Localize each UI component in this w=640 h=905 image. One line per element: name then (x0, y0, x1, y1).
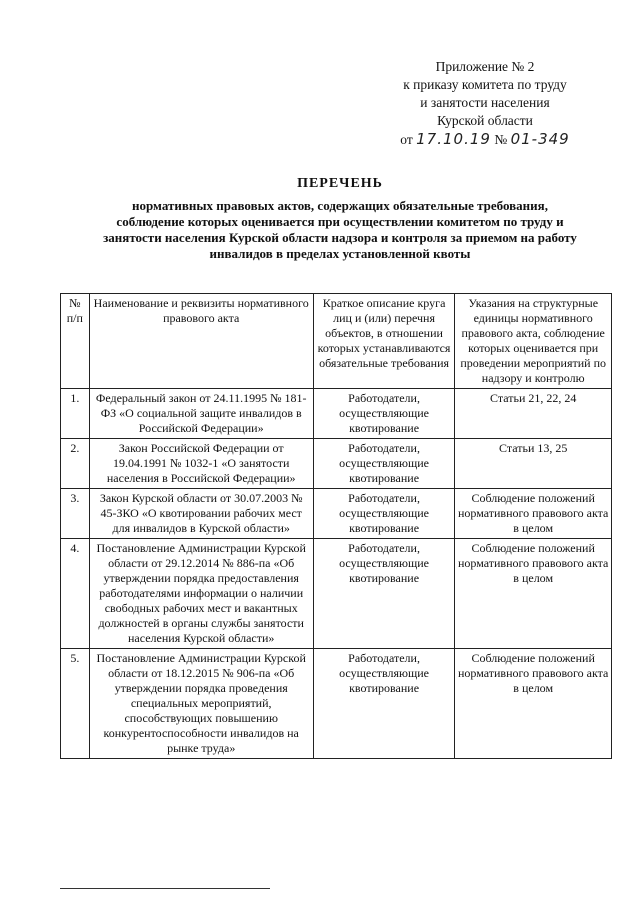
row-number: 1. (61, 389, 90, 439)
row-subjects: Работодатели, осуществляющие квотирование (313, 439, 455, 489)
appendix-region: Курской области (437, 113, 533, 128)
row-subjects: Работодатели, осуществляющие квотирование (313, 539, 455, 649)
row-act-name: Закон Курской области от 30.07.2003 № 45-ЗКО «О квотировании рабочих мест для инвалидов в Курской области» (89, 489, 313, 539)
appendix-org: и занятости населения (420, 95, 550, 110)
table-row (61, 649, 612, 759)
table-row (61, 539, 612, 649)
appendix-title: Приложение № 2 (435, 59, 535, 74)
header-subjects: Краткое описание круга лиц и (или) перечня объектов, в отношении которых устанавливаются обязательные требования (313, 294, 455, 389)
row-subjects: Работодатели, осуществляющие квотирование (313, 649, 455, 759)
header-act-name: Наименование и реквизиты нормативного правового акта (89, 294, 313, 389)
footer-rule (60, 888, 270, 889)
acts-table (60, 293, 612, 759)
header-number: № п/п (61, 294, 90, 389)
appendix-header (370, 58, 600, 149)
row-number: 2. (61, 439, 90, 489)
appendix-order-ref: к приказу комитета по труду (403, 77, 567, 92)
order-date-handwritten: 17.10.19 (416, 130, 491, 148)
table-row (61, 489, 612, 539)
order-details (370, 130, 600, 149)
row-act-name: Постановление Администрации Курской области от 18.12.2015 № 906-па «Об утверждении порядка проведения специальных мероприятий, способствующих повышению конкурентоспособности инвалидов на рынке труда» (89, 649, 313, 759)
row-structural-units: Статьи 13, 25 (455, 439, 612, 489)
row-act-name: Федеральный закон от 24.11.1995 № 181-ФЗ «О социальной защите инвалидов в Российской Федерации» (89, 389, 313, 439)
header-structural-units: Указания на структурные единицы нормативного правового акта, соблюдение которых оценивается при проведении мероприятий по надзору и контролю (455, 294, 612, 389)
row-number: 5. (61, 649, 90, 759)
row-act-name: Постановление Администрации Курской области от 29.12.2014 № 886-па «Об утверждении порядка предоставления работодателями информации о наличии свободных рабочих мест и вакантных должностей в органы службы занятости населения Курской области» (89, 539, 313, 649)
order-prefix: от (400, 132, 413, 147)
row-number: 4. (61, 539, 90, 649)
row-subjects: Работодатели, осуществляющие квотирование (313, 489, 455, 539)
title-main: ПЕРЕЧЕНЬ (297, 176, 383, 191)
row-structural-units: Соблюдение положений нормативного правового акта в целом (455, 649, 612, 759)
order-number-handwritten: 01-349 (510, 130, 570, 148)
row-number: 3. (61, 489, 90, 539)
title-subtitle: нормативных правовых актов, содержащих обязательные требования, соблюдение которых оценивается при осуществлении комитетом по труду и занятости населения Курской области надзора и контроля за приемом на работу инвалидов в пределах установленной квоты (103, 198, 577, 261)
row-act-name: Закон Российской Федерации от 19.04.1991 № 1032-1 «О занятости населения в Российской Федерации» (89, 439, 313, 489)
table-row (61, 389, 612, 439)
row-structural-units: Соблюдение положений нормативного правового акта в целом (455, 539, 612, 649)
table-row (61, 439, 612, 489)
row-structural-units: Соблюдение положений нормативного правового акта в целом (455, 489, 612, 539)
order-number-label: № (494, 132, 508, 147)
table-header-row (61, 294, 612, 389)
document-title (100, 176, 580, 262)
row-structural-units: Статьи 21, 22, 24 (455, 389, 612, 439)
row-subjects: Работодатели, осуществляющие квотирование (313, 389, 455, 439)
